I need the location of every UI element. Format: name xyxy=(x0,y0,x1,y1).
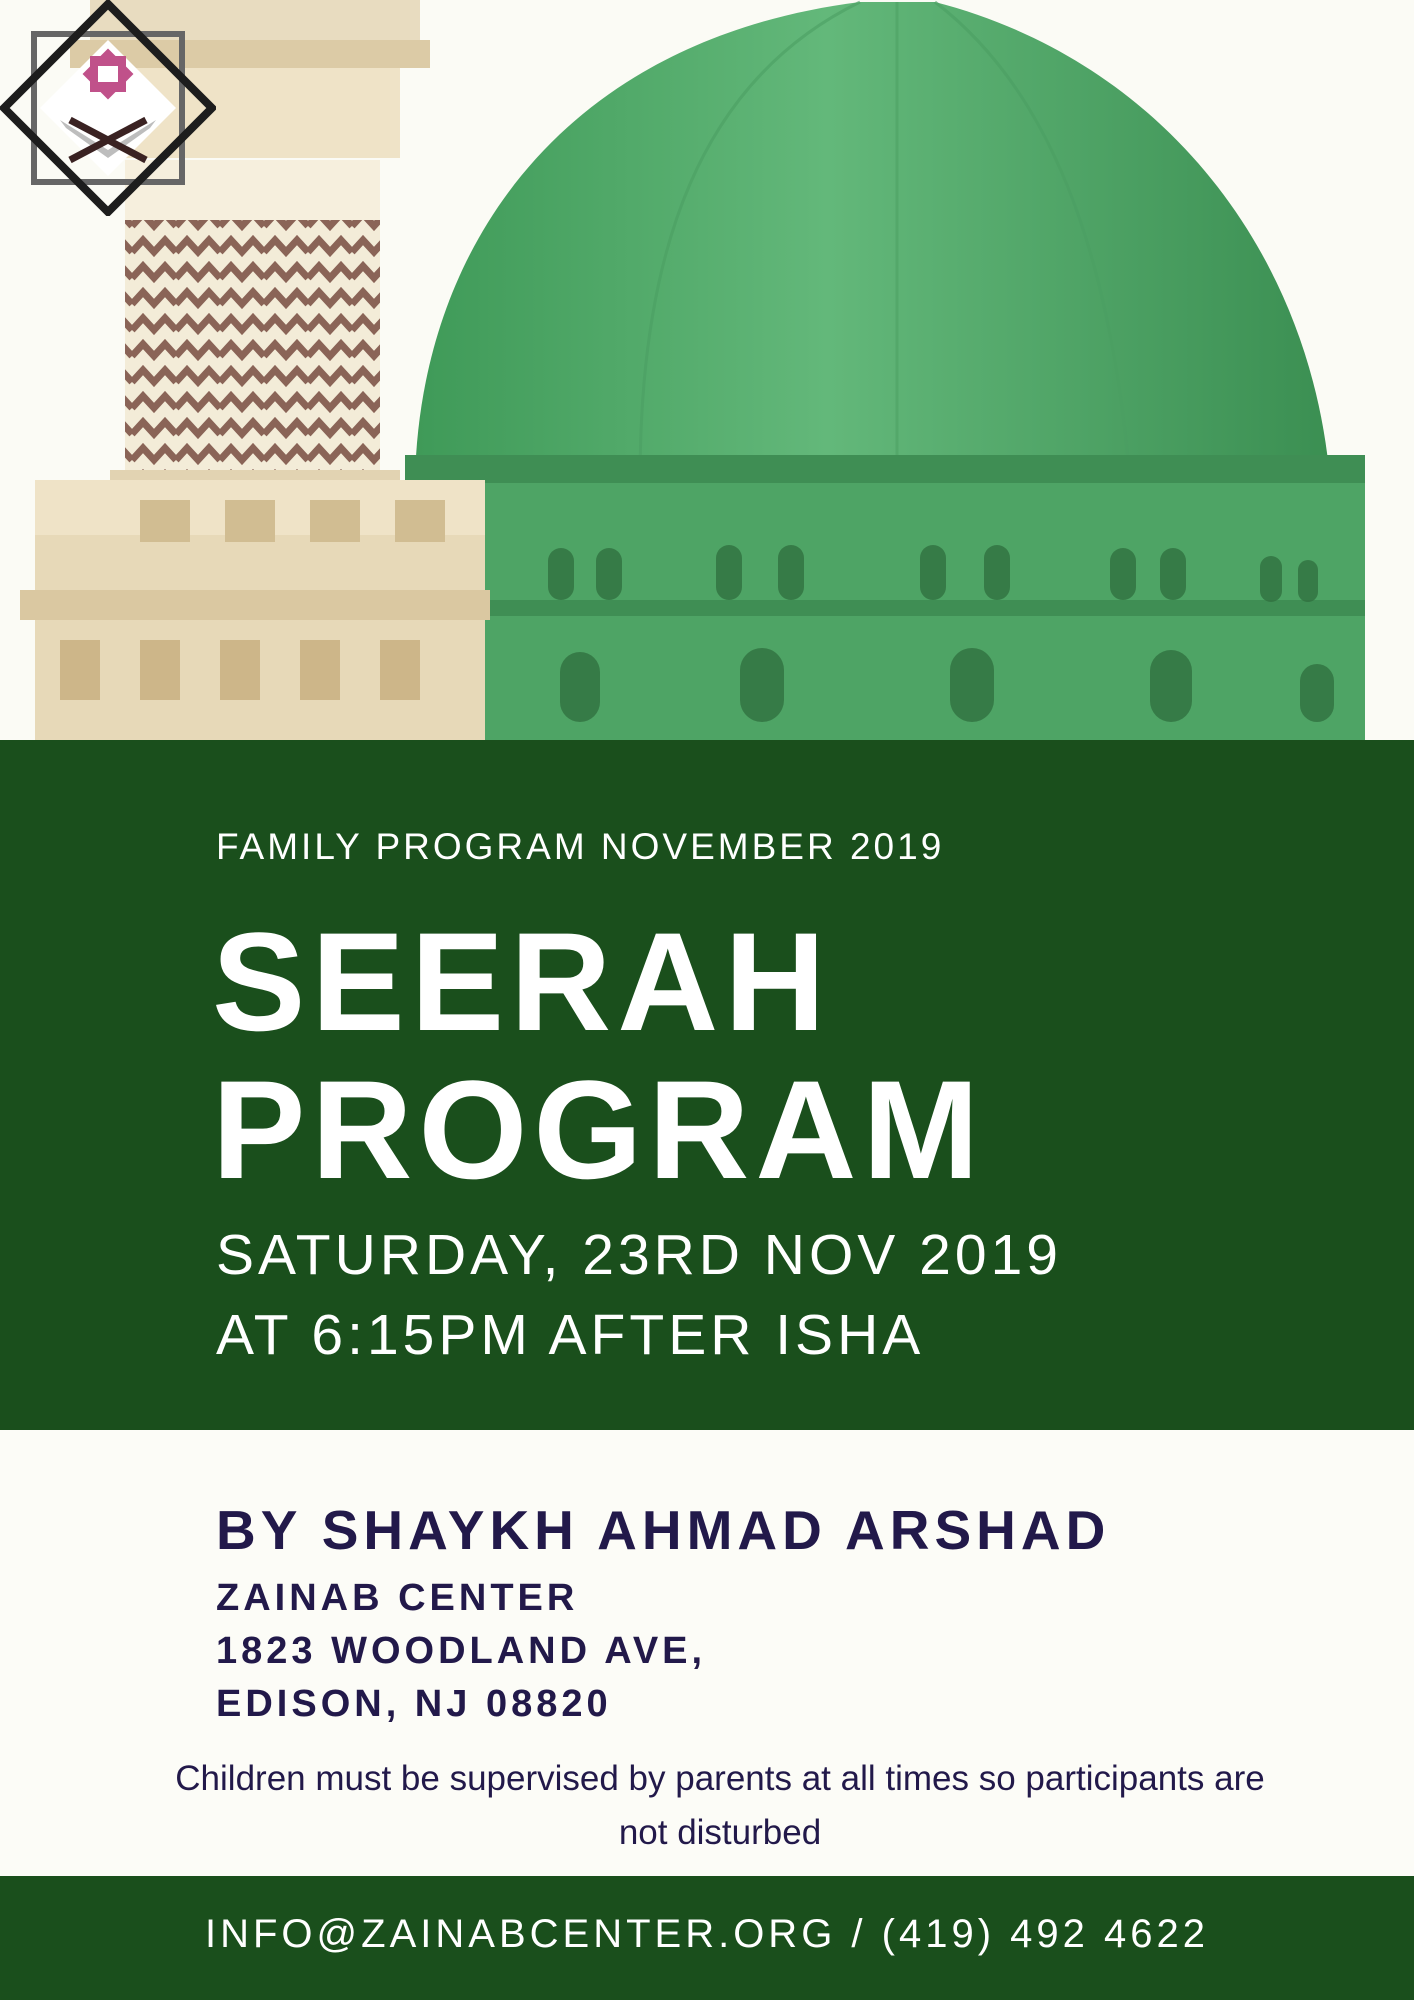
address-line-1: 1823 WOODLAND AVE, xyxy=(216,1630,707,1672)
title-line-1: SEERAH xyxy=(212,903,832,1060)
event-datetime xyxy=(216,1215,1062,1375)
event-date: SATURDAY, 23RD NOV 2019 xyxy=(216,1223,1062,1287)
contact-info[interactable]: INFO@ZAINABCENTER.ORG / (419) 492 4622 xyxy=(205,1912,1209,1956)
venue-name: ZAINAB CENTER xyxy=(216,1577,579,1619)
address-line-2: EDISON, NJ 08820 xyxy=(216,1683,612,1725)
venue-address xyxy=(216,1572,706,1731)
supervision-note: Children must be supervised by parents at all times so participants are not disturbed xyxy=(175,1759,1265,1852)
speaker-name: BY SHAYKH AHMAD ARSHAD xyxy=(216,1499,1111,1561)
event-title xyxy=(212,903,986,1208)
event-time: AT 6:15PM AFTER ISHA xyxy=(216,1303,925,1367)
zainab-center-emblem-icon xyxy=(0,0,216,216)
title-line-2: PROGRAM xyxy=(212,1051,986,1208)
program-kicker: FAMILY PROGRAM NOVEMBER 2019 xyxy=(216,826,945,867)
dome-shape xyxy=(405,2,1365,740)
hero-image xyxy=(0,0,1414,740)
